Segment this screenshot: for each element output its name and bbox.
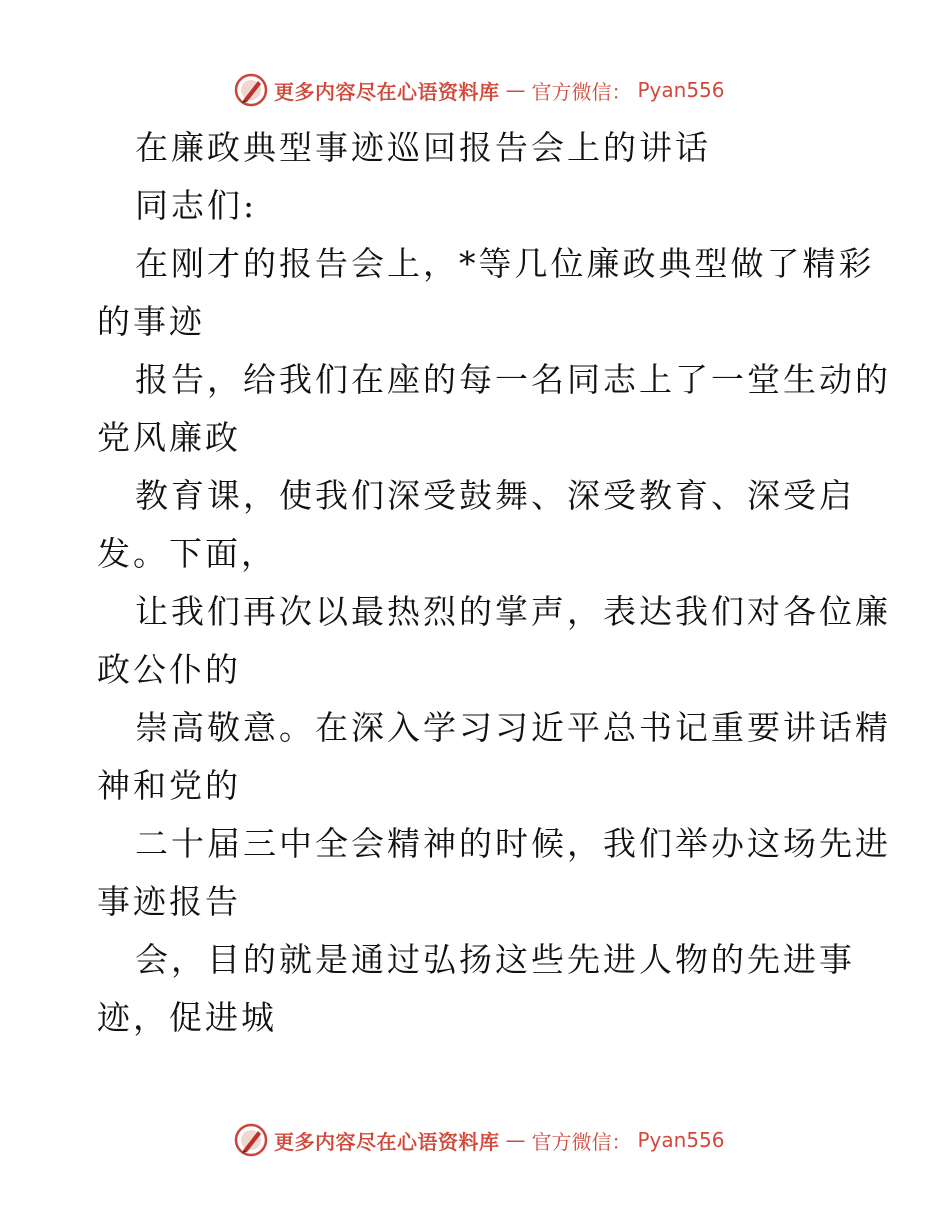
paragraph-line: 教育课，使我们深受鼓舞、深受教育、深受启 [135, 476, 855, 515]
pen-logo-icon [234, 1123, 268, 1157]
paragraph-line: 发。下面， [97, 534, 277, 573]
watermark-wechat-label: 官方微信： [531, 1129, 632, 1154]
document-title: 在廉政典型事迹巡回报告会上的讲话 [135, 128, 711, 167]
header-watermark-banner [234, 70, 725, 110]
watermark-main-text: 更多内容尽在心语资料库 [274, 1129, 500, 1154]
watermark-dash: — [505, 78, 526, 102]
watermark-dash: — [505, 1128, 526, 1152]
salutation: 同志们: [135, 186, 258, 225]
paragraph-line: 在刚才的报告会上，*等几位廉政典型做了精彩 [135, 244, 875, 283]
watermark-wechat-label: 官方微信： [531, 79, 632, 104]
paragraph-line: 迹，促进城 [97, 998, 277, 1037]
paragraph-line: 事迹报告 [97, 882, 241, 921]
watermark-wechat-id: Pyan556 [637, 78, 725, 102]
paragraph-line: 崇高敬意。在深入学习习近平总书记重要讲话精 [135, 708, 891, 747]
footer-watermark-banner [234, 1120, 725, 1160]
watermark-main-text: 更多内容尽在心语资料库 [274, 79, 500, 104]
watermark-wechat-id: Pyan556 [637, 1128, 725, 1152]
paragraph-line: 党风廉政 [97, 418, 241, 457]
paragraph-line: 二十届三中全会精神的时候，我们举办这场先进 [135, 824, 891, 863]
paragraph-line: 的事迹 [97, 302, 205, 341]
pen-logo-icon [234, 73, 268, 107]
paragraph-line: 政公仆的 [97, 650, 241, 689]
paragraph-line: 神和党的 [97, 766, 241, 805]
paragraph-line: 报告，给我们在座的每一名同志上了一堂生动的 [135, 360, 891, 399]
paragraph-line: 会，目的就是通过弘扬这些先进人物的先进事 [135, 940, 855, 979]
paragraph-line: 让我们再次以最热烈的掌声，表达我们对各位廉 [135, 592, 891, 631]
